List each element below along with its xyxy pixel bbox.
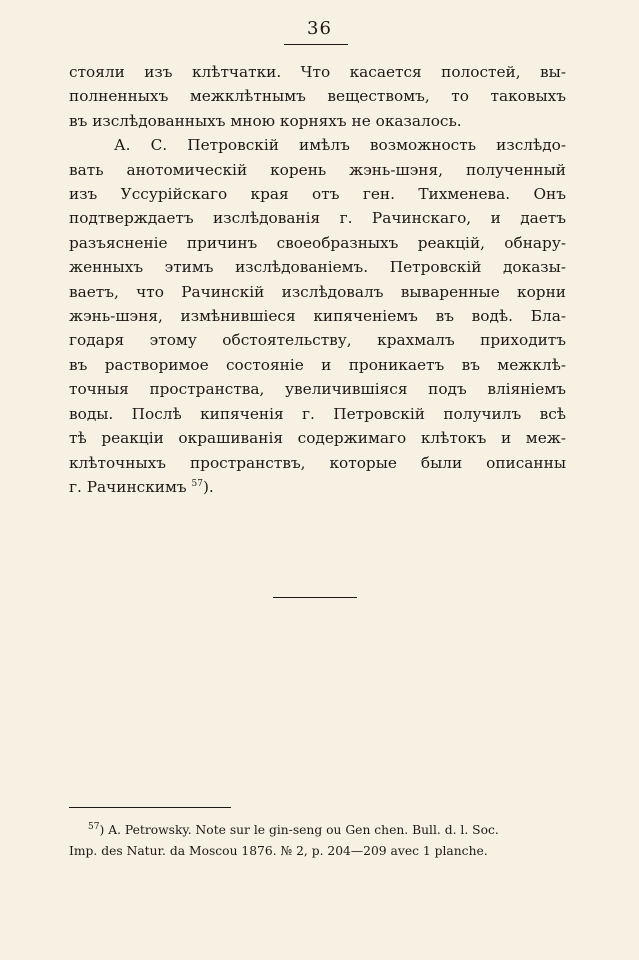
body-text [69, 60, 566, 499]
text-segment: ). [202, 477, 214, 496]
footnote-marker: 57 [88, 821, 100, 832]
text-line: А. С. Петровскій имѣлъ возможность изслѣдо- [114, 136, 566, 155]
text-line: ваетъ, что Рачинскій изслѣдовалъ вываренные корни [69, 282, 566, 301]
text-line: тѣ реакціи окрашиванія содержимаго клѣтокъ и меж- [69, 429, 566, 448]
text-line: въ изслѣдованныхъ мною корняхъ не оказалось. [69, 111, 462, 130]
text-line: подтверждаетъ изслѣдованія г. Рачинскаго, и даетъ [69, 209, 566, 228]
text-line: женныхъ этимъ изслѣдованіемъ. Петровскій доказы- [69, 258, 566, 277]
page-number: 36 [307, 18, 332, 39]
footnote-reference[interactable]: 57 [191, 478, 203, 489]
footnote-line [69, 820, 566, 841]
page-number-rule [284, 44, 348, 45]
text-line: вать анотомическій корень жэнь-шэня, полученный [69, 160, 566, 179]
text-segment: г. Рачинскимъ [69, 477, 187, 496]
text-line: жэнь-шэня, измѣнившіеся кипяченіемъ въ водѣ. Бла- [69, 307, 566, 326]
text-line: разъясненіе причинъ своеобразныхъ реакцій, обнару- [69, 233, 566, 252]
text-line: полненныхъ межклѣтнымъ веществомъ, то таковыхъ [69, 87, 566, 106]
text-line-last [69, 475, 566, 499]
footnote-marker-suffix: ) [99, 823, 105, 837]
footnote-line: Imp. des Natur. da Moscou 1876. № 2, p. 204—209 avec 1 planche. [69, 844, 488, 858]
text-line: стояли изъ клѣтчатки. Что касается полостей, вы- [69, 63, 566, 81]
footnote [69, 820, 566, 862]
text-line: годаря этому обстоятельству, крахмалъ приходитъ [69, 331, 566, 350]
text-line: изъ Уссурійскаго края отъ ген. Тихменева. Онъ [69, 185, 566, 204]
section-divider [273, 597, 357, 598]
footnote-text: A. Petrowsky. Note sur le gin-seng ou Gen chen. Bull. d. l. Soc. [108, 823, 499, 837]
text-line: точныя пространства, увеличившіяся подъ вліяніемъ [69, 380, 566, 399]
text-line: воды. Послѣ кипяченія г. Петровскій получилъ всѣ [69, 404, 566, 423]
text-line: въ растворимое состояніе и проникаетъ въ межклѣ- [69, 355, 566, 374]
text-line: клѣточныхъ пространствъ, которые были описанны [69, 453, 566, 472]
footnote-divider [69, 807, 231, 808]
